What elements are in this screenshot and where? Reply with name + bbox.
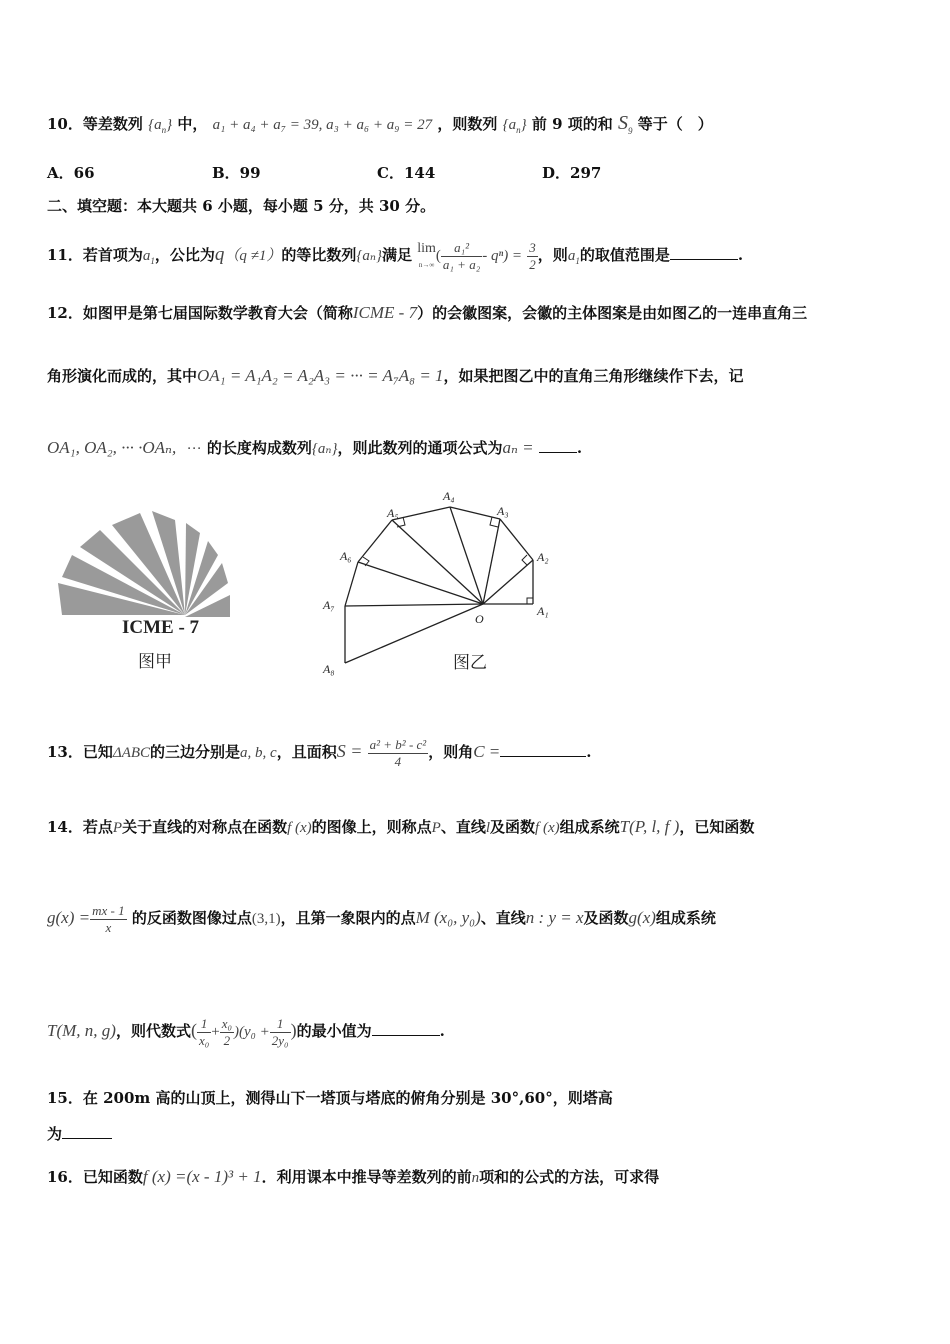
- right-angle-marks: [363, 517, 533, 604]
- section-heading: 二、填空题：本大题共 6 小题，每小题 5 分，共 30 分。: [47, 197, 436, 215]
- q11-fraction: $\frac{\text{a₁²}}{\text{a₁ + a₂}}$: [442, 239, 481, 272]
- svg-text:A₅: A₅: [387, 506, 399, 520]
- q14-g-fraction: $\frac{mx - 1}{x}$: [92, 902, 125, 935]
- option-a: A．66: [47, 164, 95, 182]
- figure-spiral-triangles: [315, 485, 565, 685]
- question-12-line-1: 12．如图甲是第七届国际数学教育大会（简称ICME - 7）的会徽图案，会徽的主体图案是由如图乙的一连串直角三: [47, 303, 808, 322]
- svg-text:A₄: A₄: [443, 489, 455, 503]
- q10-equation: a₁ + a₄ + a₇ = 39, a₃ + a₆ + a₉ = 27: [212, 117, 433, 133]
- question-11: 11．若首项为$a_1$，公比为q（q ≠1）的等比数列{aₙ}满足 lim n→∞( $\frac{\text{a₁²}}{\text{a₁ + a₂}}$ - qⁿ) = $\frac{3}{2}$ ，则$a_1$的取值范围是 .: [47, 239, 744, 272]
- question-15-line-1: 15．在 200m 高的山顶上，测得山下一塔顶与塔底的俯角分别是 30°,60°，则塔高: [47, 1089, 613, 1107]
- figure-1-caption: 图甲: [138, 652, 172, 672]
- q10-text-2: 中，: [177, 115, 208, 133]
- svg-text:A₁: A₁: [537, 604, 549, 618]
- svg-text:A₇: A₇: [323, 598, 335, 612]
- q10-text-5: 等于（ ）: [637, 115, 713, 133]
- figure-2-caption: 图乙: [453, 653, 487, 673]
- question-12-line-2: 角形演化而成的，其中OA₁ = A₁A₂ = A₂A₃ = ··· = A₇A₈ = 1，如果把图乙中的直角三角形继续作下去，记: [47, 366, 744, 385]
- q13-answer-blank[interactable]: [500, 742, 586, 757]
- logo-text: ICME - 7: [122, 617, 200, 638]
- question-10: [47, 113, 713, 141]
- q11-answer-blank[interactable]: [670, 245, 738, 260]
- question-12-line-3: OA₁, OA₂, ··· ·OAₙ, ··· 的长度构成数列{aₙ}，则此数列的通项公式为aₙ = .: [47, 438, 583, 457]
- q10-seq-2: $\{a_n\}$: [502, 117, 527, 135]
- question-13: 13．已知ΔABC的三边分别是a, b, c，且面积S = $\frac{\text{a² + b² - c²}}{4}$ ，则角C = .: [47, 736, 592, 769]
- spiral-lines: [345, 507, 533, 663]
- question-14-line-1: 14．若点P关于直线的对称点在函数f (x)的图像上，则称点P、直线l及函数f (x)组成系统T(P, l, f )，已知函数: [47, 817, 755, 836]
- svg-text:O: O: [475, 612, 484, 626]
- q14-answer-blank[interactable]: [372, 1021, 440, 1036]
- logo-triangles: [58, 511, 230, 617]
- question-14-line-3: T(M, n, g)，则代数式( $\frac{1}{\text{x₀}}$ + $\frac{\text{x₀}}{2}$ )(y₀ + $\frac{1}{\text{2y₀}}$ )的最小值为 .: [47, 1015, 445, 1048]
- q12-answer-blank[interactable]: [539, 438, 577, 453]
- question-16: 16．已知函数f (x) =(x - 1)³ + 1．利用课本中推导等差数列的前n项和的公式的方法，可求得: [47, 1167, 660, 1186]
- q10-seq: $\{a_n\}$: [148, 117, 173, 135]
- question-15-line-2: 为: [47, 1124, 112, 1144]
- q15-answer-blank[interactable]: [62, 1124, 112, 1139]
- q10-s9: $S_9$: [617, 112, 633, 136]
- option-b: B．99: [212, 164, 261, 182]
- option-c: C．144: [377, 164, 436, 182]
- figure-icme-logo: [50, 505, 250, 680]
- q10-text-1: 等差数列: [82, 115, 143, 133]
- svg-text:A₃: A₃: [497, 504, 509, 518]
- q10-text-3: ，则数列: [437, 115, 498, 133]
- option-d: D．297: [542, 164, 602, 182]
- q11-rhs: $\frac{3}{2}$: [529, 239, 536, 272]
- q10-text-4: 前 9 项的和: [531, 115, 613, 133]
- point-labels: [322, 489, 549, 676]
- question-14-line-2: g(x) = $\frac{mx - 1}{x}$ 的反函数图像过点(3,1)，且第一象限内的点M (x₀, y₀)、直线n : y = x及函数g(x)组成系统: [47, 902, 716, 935]
- q10-number: 10．: [47, 115, 83, 133]
- q13-fraction: $\frac{\text{a² + b² - c²}}{4}$: [369, 736, 427, 769]
- svg-text:A₂: A₂: [537, 550, 549, 564]
- svg-text:A₈: A₈: [323, 662, 335, 676]
- svg-text:A₆: A₆: [340, 549, 352, 563]
